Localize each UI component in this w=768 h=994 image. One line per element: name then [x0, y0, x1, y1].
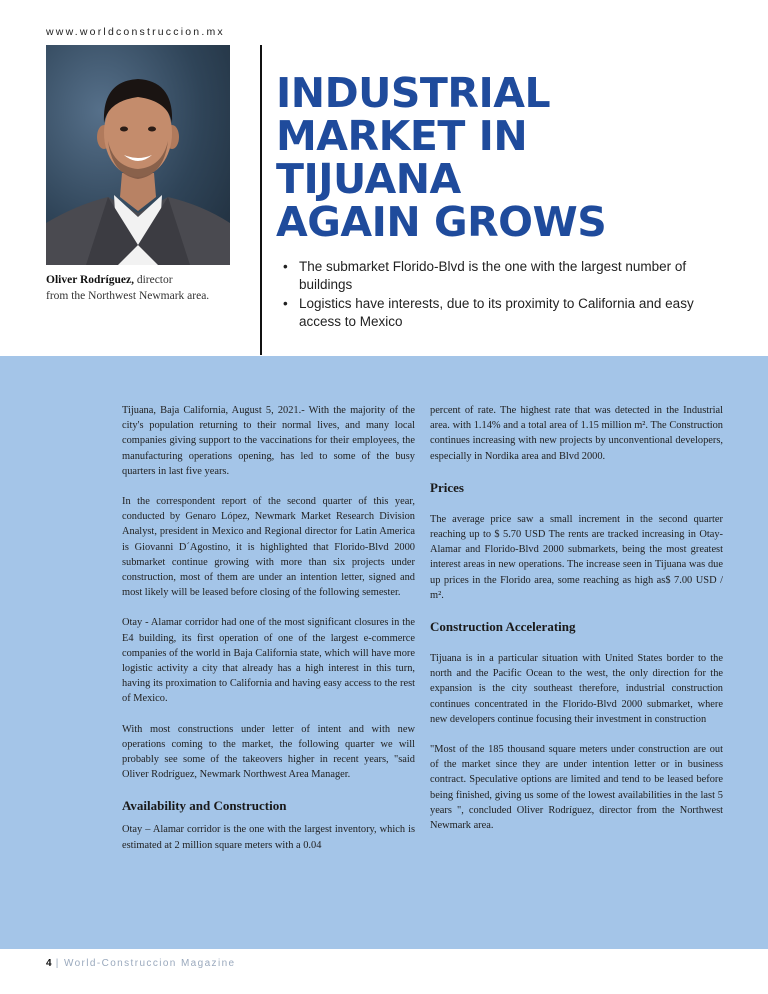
page-number: 4: [46, 958, 52, 969]
section-heading-construction: Construction Accelerating: [430, 619, 576, 635]
highlights-list: [283, 258, 703, 332]
paragraph: percent of rate. The highest rate that was detected in the Industrial area. with 1.14% and a total area of 1.15 million m². The Construction continues increasing with new projects by unconventional developers, especially in Nordika area and Blvd 2000.: [430, 405, 723, 462]
article-column-right: [430, 403, 723, 848]
caption-name: Oliver Rodríguez,: [46, 274, 134, 286]
section-heading-availability: Availability and Construction: [122, 798, 287, 814]
photo-caption: [46, 272, 246, 304]
headline-line: AGAIN GROWS: [276, 198, 607, 246]
site-url: www.worldconstruccion.mx: [46, 26, 225, 38]
vertical-divider: [260, 45, 262, 355]
paragraph: Tijuana, Baja California, August 5, 2021.- With the majority of the city's population returning to their normal lives, and many local companies giving support to the vaccinations for their employees, the manufacturing operations opening, has led to some of the busy quarters in last five years.: [122, 405, 415, 477]
footer-separator: |: [55, 958, 60, 969]
headline-line: MARKET IN: [276, 112, 528, 160]
paragraph: Otay – Alamar corridor is the one with the largest inventory, which is estimated at 2 million square meters with a 0.04: [122, 824, 415, 851]
article-column-left: [122, 403, 415, 868]
highlight-item: • The submarket Florido-Blvd is the one with the largest number of buildings: [283, 258, 703, 294]
headline-line: TIJUANA: [276, 155, 461, 203]
paragraph: With most constructions under letter of intent and with new operations coming to the market, the following quarter we will probably see some of the takeovers higher in recent years, "said Oliver Rodríguez, Newmark Northwest Area Manager.: [122, 723, 415, 781]
caption-role-continued: from the Northwest Newmark area.: [46, 290, 210, 302]
author-photo: [46, 45, 230, 265]
caption-role: director: [136, 274, 173, 286]
headline-line: INDUSTRIAL: [276, 69, 551, 117]
paragraph: Otay - Alamar corridor had one of the most significant closures in the E4 building, its first operation of one of the largest e-commerce companies of the world in Baja California state, which will have more logistic activity a city that already has a high interest in this turn, having its proximation to California and having easy access to the rest of Mexico.: [122, 617, 415, 705]
highlight-item: • Logistics have interests, due to its proximity to California and easy access to Mexico: [283, 295, 703, 331]
paragraph: The average price saw a small increment in the second quarter reaching up to $ 5.70 USD The rents are tracked increasing in Otay-Alamar and Florido-Blvd 2000 submarkets, being the most greatest interest areas in new operations. The increase seen in Tijuana was due up prices in the Florido area, some reaching as high as$ 7.00 USD / m².: [430, 513, 723, 601]
article-headline: [276, 69, 716, 246]
page-footer: [46, 958, 236, 969]
section-heading-prices: Prices: [430, 479, 464, 495]
paragraph: "Most of the 185 thousand square meters under construction are out of the market since they are under intention letter or in business contract. Speculative options are limited and tend to be leased before being finished, giving us some of the lowest availabilities in the last 5 years ", concluded Oliver Rodríguez, director from the Northwest Newmark area.: [430, 744, 723, 832]
magazine-name: World-Construccion Magazine: [63, 958, 236, 969]
paragraph: In the correspondent report of the second quarter of this year, conducted by Genaro López, Newmark Market Research Division Analyst, president in Mexico and Regional director for Latin America is Giovanni D´Agostino, it is highlighted that Florido-Blvd 2000 submarket continue growing with more than six projects under construction, most of them are under an intention letter, signed and most likely will be leased before closing of the following semester.: [122, 496, 415, 599]
paragraph: Tijuana is in a particular situation with United States border to the north and the Pacific Ocean to the west, the only direction for the expansion is the city southeast therefore, industrial construction continues concentrated in the Florido-Blvd 2000 submarket, where new developers continue focusing their investment in construction: [430, 653, 723, 725]
